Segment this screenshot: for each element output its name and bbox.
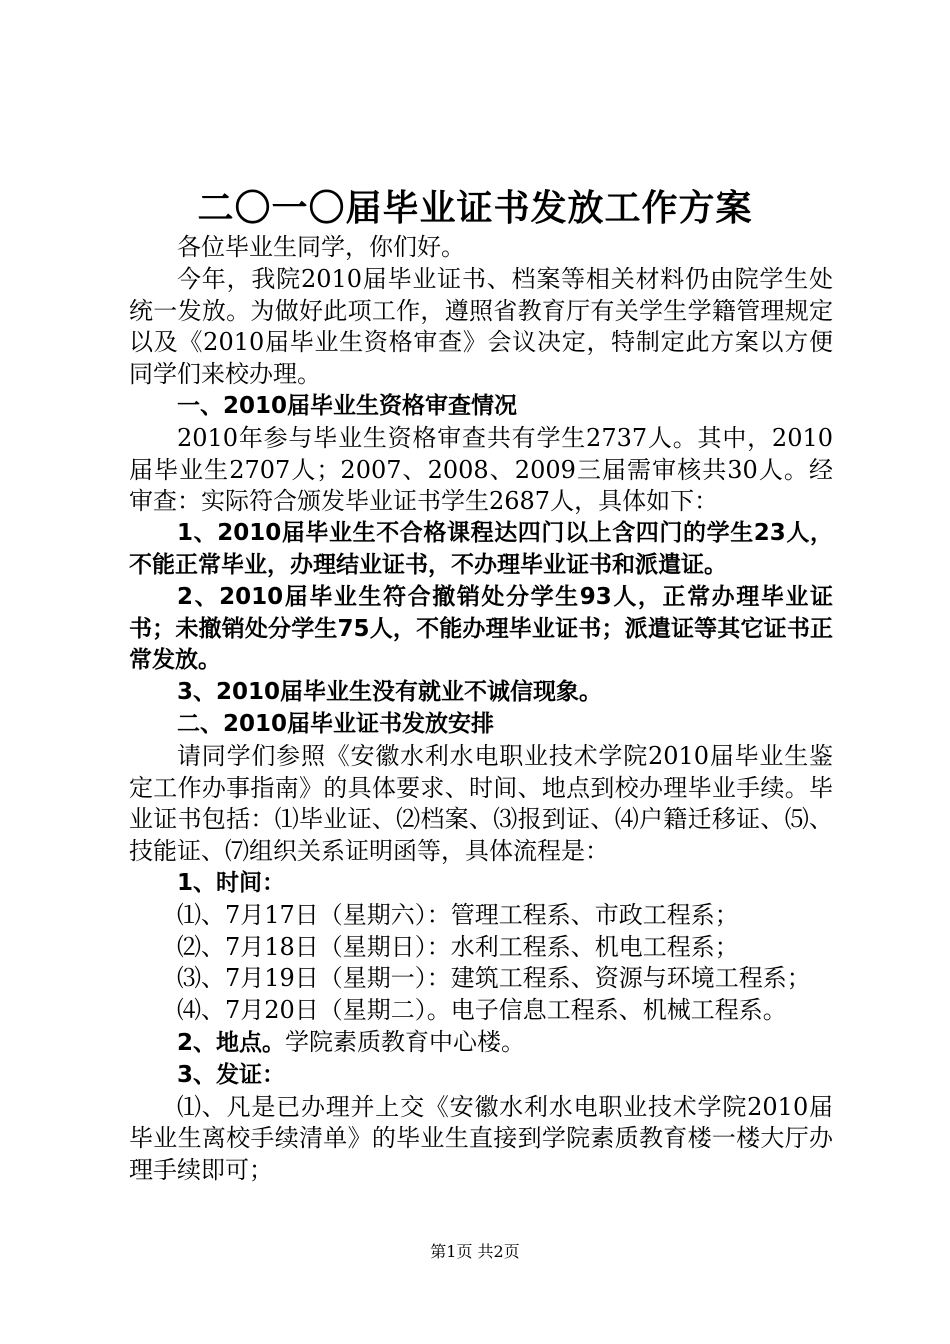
section1-heading: 一、2010届毕业生资格审查情况 [177,392,518,419]
document-body [129,232,833,1187]
issue-heading: 3、发证： [177,1061,286,1088]
issue-item-1: ⑴、凡是已办理并上交《安徽水利水电职业技术学院2010届毕业生离校手续清单》的毕业生直接到学院素质教育楼一楼大厅办理手续即可； [129,1092,833,1185]
time-item-3: ⑶、7月19日（星期一）：建筑工程系、资源与环境工程系； [177,964,811,993]
place-line [129,1027,833,1060]
section1-item-3: 3、2010届毕业生没有就业不诚信现象。 [177,679,603,706]
time-heading: 1、时间： [177,869,286,896]
time-item-1: ⑴、7月17日（星期六）：管理工程系、市政工程系； [177,900,739,929]
time-item-4: ⑷、7月20日（星期二）。电子信息工程系、机械工程系。 [177,996,787,1025]
intro-paragraph: 今年，我院2010届毕业证书、档案等相关材料仍由院学生处统一发放。为做好此项工作，遵照省教育厅有关学生学籍管理规定以及《2010届毕业生资格审查》会议决定，特制定此方案以方便同学们来校办理。 [129,264,833,389]
section2-heading: 二、2010届毕业证书发放安排 [177,710,495,737]
place-label: 2、地点。 [177,1029,286,1056]
page-indicator: 第1页 共2页 [430,1242,520,1261]
document-title: 二〇一〇届毕业证书发放工作方案 [197,187,753,229]
section2-summary: 请同学们参照《安徽水利水电职业技术学院2010届毕业生鉴定工作办事指南》的具体要求、时间、地点到校办理毕业手续。毕业证书包括：⑴毕业证、⑵档案、⑶报到证、⑷户籍迁移证、⑸、技能证、⑺组织关系证明函等，具体流程是： [129,741,833,866]
greeting: 各位毕业生同学，你们好。 [177,233,465,261]
section1-summary: 2010年参与毕业生资格审查共有学生2737人。其中，2010届毕业生2707人；2007、2008、2009三届需审核共30人。经审查：实际符合颁发毕业证书学生2687人，具体如下： [129,423,833,516]
section1-item-1: 1、2010届毕业生不合格课程达四门以上含四门的学生23人，不能正常毕业，办理结业证书，不办理毕业证书和派遣证。 [129,520,833,578]
section1-item-2: 2、2010届毕业生符合撤销处分学生93人，正常办理毕业证书；未撤销处分学生75人，不能办理毕业证书；派遣证等其它证书正常发放。 [129,583,833,674]
place-value: 学院素质教育中心楼。 [285,1027,526,1056]
time-item-2: ⑵、7月18日（星期日）：水利工程系、机电工程系； [177,932,739,961]
